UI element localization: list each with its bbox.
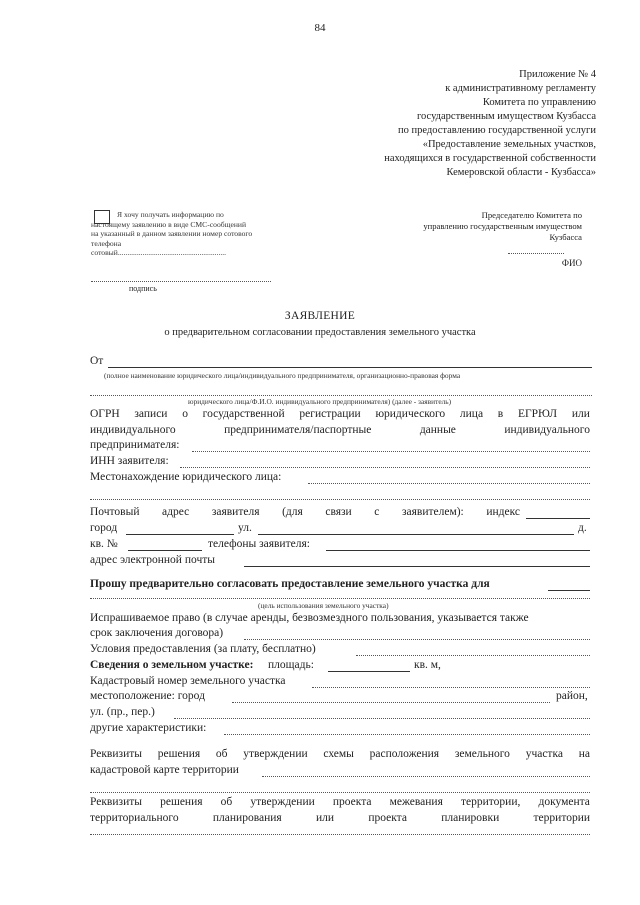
sms-notice [91, 210, 291, 258]
word: Реквизиты [90, 748, 142, 760]
recipient-block [368, 210, 582, 243]
word: Реквизиты [90, 796, 142, 808]
signature-label: подпись [129, 284, 157, 293]
applicant-name-field-2[interactable] [90, 395, 592, 396]
page-number: 84 [314, 22, 326, 34]
sms-line: Я хочу получать информацию по [117, 210, 224, 219]
right-field[interactable] [244, 639, 590, 640]
appendix-line: «Предоставление земельных участков, [422, 139, 596, 150]
sms-line: телефона [91, 238, 122, 248]
plot-info-label: Сведения о земельном участке: [90, 659, 254, 671]
apt-field[interactable] [128, 550, 202, 551]
word: об [215, 748, 228, 760]
ogrn-field[interactable] [192, 451, 590, 452]
word: ОГРН [90, 408, 120, 420]
location-field-2[interactable] [90, 499, 590, 500]
inn-label: ИНН заявителя: [90, 455, 169, 467]
word: заявителя [211, 506, 260, 518]
word: документа [538, 796, 590, 808]
sms-line: настоящему заявлению в виде СМС-сообщений [91, 219, 247, 229]
other-label: другие характеристики: [90, 722, 207, 734]
location-city-field[interactable] [232, 702, 550, 703]
project-line-1 [90, 796, 590, 808]
ogrn-line-1 [90, 408, 590, 420]
word: межевания [389, 796, 443, 808]
word: лица [459, 408, 484, 420]
word: с [374, 506, 380, 518]
area-field[interactable] [328, 671, 410, 672]
word: индекс [486, 506, 520, 518]
appendix-line: находящихся в государственной собственности [384, 153, 596, 164]
word: территориального [90, 812, 179, 824]
word: (для [282, 506, 303, 518]
purpose-field[interactable] [548, 590, 590, 591]
appendix-header [384, 68, 596, 180]
word: или [571, 408, 590, 420]
word: индивидуального [504, 424, 590, 436]
word: или [315, 812, 335, 824]
word: проекта [332, 796, 372, 808]
postal-line [90, 506, 520, 518]
word: юридического [375, 408, 446, 420]
applicant-name-field[interactable] [108, 367, 592, 368]
word: ЕГРЮЛ [517, 408, 558, 420]
word: земельного [454, 748, 510, 760]
ogrn-line-3: предпринимателя: [90, 439, 180, 451]
word: планирования [212, 812, 282, 824]
phones-label: телефоны заявителя: [208, 538, 310, 550]
street2-label: ул. (пр., пер.) [90, 706, 155, 718]
appendix-line: Приложение № 4 [519, 69, 596, 80]
district-label: район, [556, 690, 588, 702]
city-field[interactable] [126, 534, 234, 535]
word: в [497, 408, 504, 420]
conditions-field[interactable] [356, 655, 590, 656]
area-label: площадь: [268, 659, 314, 671]
word: схемы [323, 748, 354, 760]
word: решения [157, 748, 201, 760]
phones-field[interactable] [326, 550, 590, 551]
location-label: Местонахождение юридического лица: [90, 471, 282, 483]
sms-line: на указанный в данном заявлении номер сотового [91, 229, 253, 239]
word: планировки [441, 812, 500, 824]
applicant-hint-1: (полное наименование юридического лица/индивидуального предпринимателя, организационно-правовая форма [104, 371, 461, 380]
appendix-line: Кемеровской области - Кузбасса» [446, 167, 596, 178]
street2-field[interactable] [174, 718, 590, 719]
word: проекта [368, 812, 407, 824]
word: данные [419, 424, 456, 436]
word: расположения [369, 748, 440, 760]
appendix-line: к административному регламенту [445, 83, 596, 94]
document-subtitle: о предварительном согласовании предоставления земельного участка [164, 327, 476, 338]
scheme-line-1 [90, 748, 590, 760]
scheme-field[interactable] [262, 776, 590, 777]
word: записи [134, 408, 168, 420]
request-label: Прошу предварительно согласовать предоставление земельного участка для [90, 578, 490, 590]
scheme-field-2[interactable] [90, 792, 590, 793]
word: адрес [162, 506, 190, 518]
cadastral-field[interactable] [312, 687, 590, 688]
postal-index-field[interactable] [526, 518, 590, 519]
appendix-line: государственным имуществом Кузбасса [417, 111, 596, 122]
other-field[interactable] [224, 734, 590, 735]
purpose-field-2[interactable] [90, 598, 590, 599]
project-field[interactable] [90, 834, 590, 835]
street-field[interactable] [258, 534, 574, 535]
scheme-line-2: кадастровой карте территории [90, 764, 239, 776]
fio-label: ФИО [561, 258, 582, 268]
document-title: ЗАЯВЛЕНИЕ [284, 310, 356, 322]
street-label: ул. [238, 522, 252, 534]
city-label: город [90, 522, 118, 534]
right-line-2: срок заключения договора) [90, 627, 224, 639]
word: заявителем): [401, 506, 464, 518]
location-field[interactable] [308, 483, 590, 484]
word: участка [525, 748, 563, 760]
area-unit: кв. м, [414, 659, 441, 671]
conditions-label: Условия предоставления (за плату, бесплатно) [90, 643, 316, 655]
purpose-hint: (цель использования земельного участка) [258, 601, 389, 610]
inn-field[interactable] [180, 467, 590, 468]
email-label: адрес электронной почты [90, 554, 215, 566]
word: регистрации [299, 408, 361, 420]
project-line-2 [90, 812, 590, 824]
recipient-line: Председателю Комитета по [481, 210, 582, 220]
signature-field[interactable] [91, 281, 271, 293]
house-label: д. [578, 522, 587, 534]
applicant-hint-2: юридического лица/Ф.И.О. индивидуального предпринимателя) (далее - заявитель) [188, 397, 452, 406]
right-line-1: Испрашиваемое право (в случае аренды, безвозмездного пользования, указывается также [90, 612, 529, 624]
word: решения [160, 796, 203, 808]
word: об [220, 796, 233, 808]
cadastral-label: Кадастровый номер земельного участка [90, 675, 286, 687]
word: государственной [202, 408, 285, 420]
fio-field[interactable] [508, 253, 564, 254]
recipient-line: Кузбасса [549, 232, 582, 242]
appendix-line: по предоставлению государственной услуги [398, 125, 596, 136]
sms-line: сотовый......................................................... [91, 248, 227, 258]
from-label: От [90, 355, 104, 367]
ogrn-line-2 [90, 424, 590, 436]
word: связи [325, 506, 352, 518]
word: о [182, 408, 188, 420]
word: утверждении [243, 748, 308, 760]
word: территории, [461, 796, 521, 808]
word: территории [533, 812, 590, 824]
location2-label: местоположение: город [90, 690, 205, 702]
recipient-line: управлению государственным имуществом [423, 221, 582, 231]
word: Почтовый [90, 506, 140, 518]
word: предпринимателя/паспортные [224, 424, 372, 436]
appendix-line: Комитета по управлению [482, 97, 596, 108]
word: индивидуального [90, 424, 176, 436]
word: утверждении [250, 796, 315, 808]
word: на [578, 748, 590, 760]
apt-label: кв. № [90, 538, 118, 550]
email-field[interactable] [244, 566, 590, 567]
